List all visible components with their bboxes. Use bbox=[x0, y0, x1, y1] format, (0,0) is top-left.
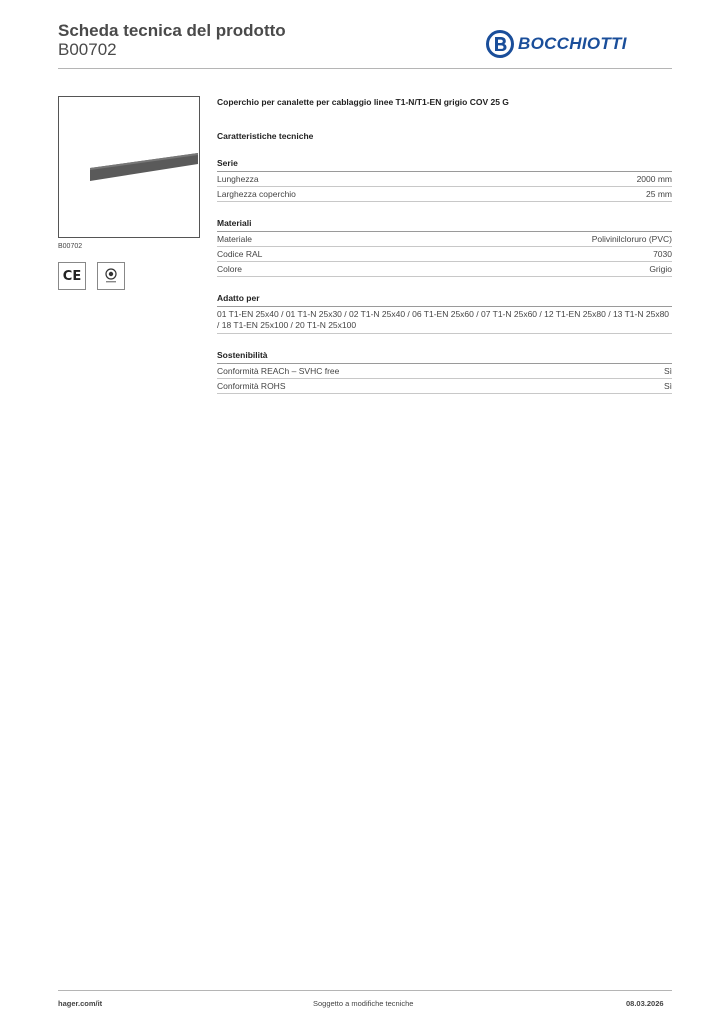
spec-row bbox=[217, 187, 672, 202]
brand-mark-icon bbox=[486, 30, 514, 58]
spec-value: 7030 bbox=[653, 249, 672, 259]
group-title-serie: Serie bbox=[217, 158, 672, 172]
spec-row bbox=[217, 232, 672, 247]
certification-icon bbox=[97, 262, 125, 290]
spec-value: Grigio bbox=[649, 264, 672, 274]
spec-row bbox=[217, 172, 672, 187]
product-name: Coperchio per canalette per cablaggio linee T1-N/T1-EN grigio COV 25 G bbox=[217, 97, 509, 107]
group-title-adatto: Adatto per bbox=[217, 293, 672, 307]
group-title-sostenibilita: Sostenibilità bbox=[217, 350, 672, 364]
footer-date: 08.03.2026 bbox=[626, 999, 664, 1008]
spec-row bbox=[217, 364, 672, 379]
image-caption: B00702 bbox=[58, 243, 83, 250]
product-code: B00702 bbox=[58, 40, 117, 59]
spec-value: Sì bbox=[663, 366, 672, 376]
brand-logo bbox=[486, 28, 668, 60]
footer-note: Soggetto a modifiche tecniche bbox=[313, 999, 414, 1008]
spec-label: Colore bbox=[217, 264, 243, 274]
spec-label: Materiale bbox=[217, 234, 252, 244]
footer-divider bbox=[58, 990, 672, 991]
spec-label: Lunghezza bbox=[217, 174, 259, 184]
ce-mark: CE bbox=[58, 262, 86, 290]
header-divider bbox=[58, 68, 672, 69]
page-title: Scheda tecnica del prodotto bbox=[58, 21, 286, 40]
section-title: Caratteristiche tecniche bbox=[217, 131, 314, 141]
spec-label: Conformità ROHS bbox=[217, 381, 286, 391]
spec-row bbox=[217, 247, 672, 262]
spec-value: 25 mm bbox=[646, 189, 672, 199]
footer-website-link[interactable]: hager.com/it bbox=[58, 999, 103, 1008]
compatible-list: 01 T1-EN 25x40 / 01 T1-N 25x30 / 02 T1-N 25x40 / 06 T1-EN 25x60 / 07 T1-N 25x60 / 12 T1-EN 25x80 / 13 T1-N 25x80 / 18 T1-EN 25x100 / 20 T1-N 25x100 bbox=[217, 307, 672, 334]
spec-label: Larghezza coperchio bbox=[217, 189, 296, 199]
brand-name: BOCCHIOTTI bbox=[518, 34, 627, 53]
spec-value: Sì bbox=[663, 381, 672, 391]
product-image bbox=[58, 96, 200, 238]
product-cover-image bbox=[59, 97, 201, 239]
spec-value: 2000 mm bbox=[636, 174, 672, 184]
spec-value: Polivinilcloruro (PVC) bbox=[591, 234, 672, 244]
spec-label: Conformità REACh – SVHC free bbox=[217, 366, 340, 376]
spec-row bbox=[217, 262, 672, 277]
spec-row bbox=[217, 379, 672, 394]
product-details bbox=[217, 97, 672, 394]
group-title-materiali: Materiali bbox=[217, 218, 672, 232]
spec-label: Codice RAL bbox=[217, 249, 263, 259]
